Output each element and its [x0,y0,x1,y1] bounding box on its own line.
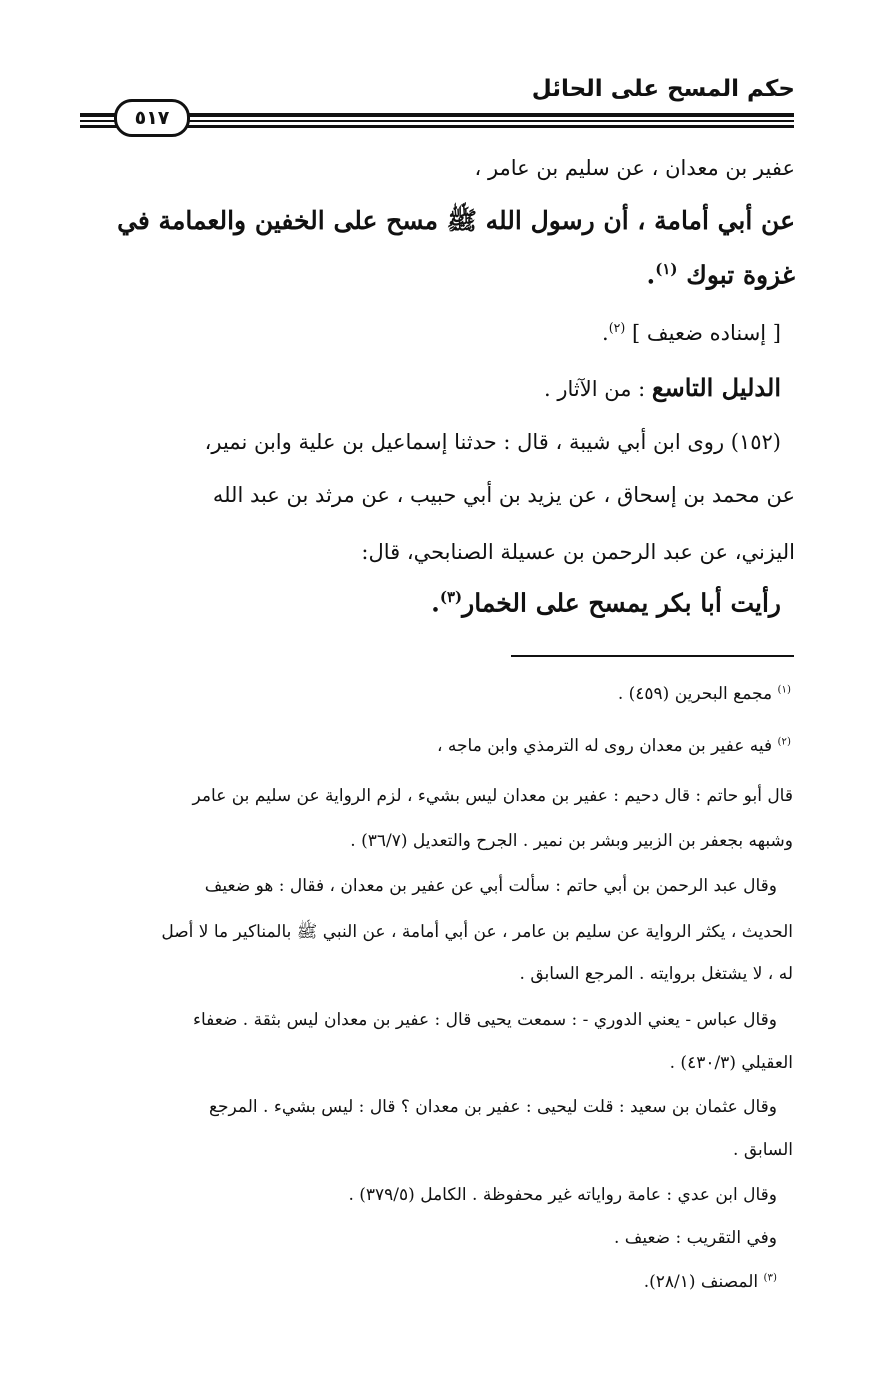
footnote-line: قال أبو حاتم : قال دحيم : عفير بن معدان ليس بشيء ، لزم الرواية عن سليم بن عامر [192,786,793,806]
running-title: حكم المسح على الحائل [531,76,795,102]
punctuation: . [602,321,609,345]
footnote-ref: (١) [655,260,678,278]
hadith-line: عن أبي أمامة ، أن رسول الله ﷺ مسح على الخفين والعمامة في [117,206,795,235]
section-title-rest: : من الآثار . [544,377,646,401]
narration-line: اليزني، عن عبد الرحمن بن عسيلة الصنابحي، قال: [361,540,795,564]
footnote-line: وقال ابن عدي : عامة رواياته غير محفوظة . الكامل (٣٧٩/٥) . [348,1185,777,1205]
footnote-number: (١) [777,684,791,696]
footnote-separator [511,655,794,657]
footnote-1 [618,684,791,704]
athar-text: رأيت أبا بكر يمسح على الخمار [462,588,781,618]
narration-line: (١٥٢) روى ابن أبي شيبة ، قال : حدثنا إسماعيل بن علية وابن نمير، [204,430,781,454]
text-line: عفير بن معدان ، عن سليم بن عامر ، [474,156,795,180]
footnote-ref: (٣) [439,588,463,606]
footnote-line: وشبهه بجعفر بن الزبير وبشر بن نمير . الجرح والتعديل (٣٦/٧) . [350,831,793,851]
footnote-text: فيه عفير بن معدان روى له الترمذي وابن ماجه ، [437,736,773,756]
grading-line [602,320,781,345]
footnote-text: مجمع البحرين (٤٥٩) . [617,684,773,704]
footnote-number: (٢) [777,736,791,748]
footnote-line: له ، لا يشتغل بروايته . المرجع السابق . [519,964,793,984]
footnote-line: وقال عباس - يعني الدوري - : سمعت يحيى قال : عفير بن معدان ليس بثقة . ضعفاء [192,1010,777,1030]
hadith-line [647,260,795,289]
footnote-ref: (٢) [608,320,626,335]
footnote-line: العقيلي (٤٣٠/٣) . [669,1053,793,1073]
punctuation: . [431,588,440,618]
athar-line [431,588,781,617]
section-title-bold: الدليل التاسع [651,373,781,402]
section-title [544,373,781,402]
footnote-number: (٣) [763,1272,777,1284]
footnote-line: وقال عثمان بن سعيد : قلت ليحيى : عفير بن معدان ؟ قال : ليس بشيء . المرجع [208,1097,777,1117]
footnote-line: السابق . [733,1140,793,1160]
footnote-2 [437,736,791,756]
page-number: ٥١٧ [114,99,190,137]
footnote-3 [644,1272,777,1292]
narration-line: عن محمد بن إسحاق ، عن يزيد بن أبي حبيب ، عن مرثد بن عبد الله [212,483,795,507]
hadith-text: غزوة تبوك [686,260,795,290]
punctuation: . [646,260,656,290]
footnote-text: المصنف (٢٨/١). [643,1272,759,1292]
footnote-line: وقال عبد الرحمن بن أبي حاتم : سألت أبي عن عفير بن معدان ، فقال : هو ضعيف [204,876,777,896]
grading-text: [ إسناده ضعيف ] [632,321,781,345]
footnote-line: وفي التقريب : ضعيف . [613,1228,777,1248]
footnote-line: الحديث ، يكثر الرواية عن سليم بن عامر ، عن أبي أمامة ، عن النبي ﷺ بالمناكير ما لا أصل [161,922,793,942]
